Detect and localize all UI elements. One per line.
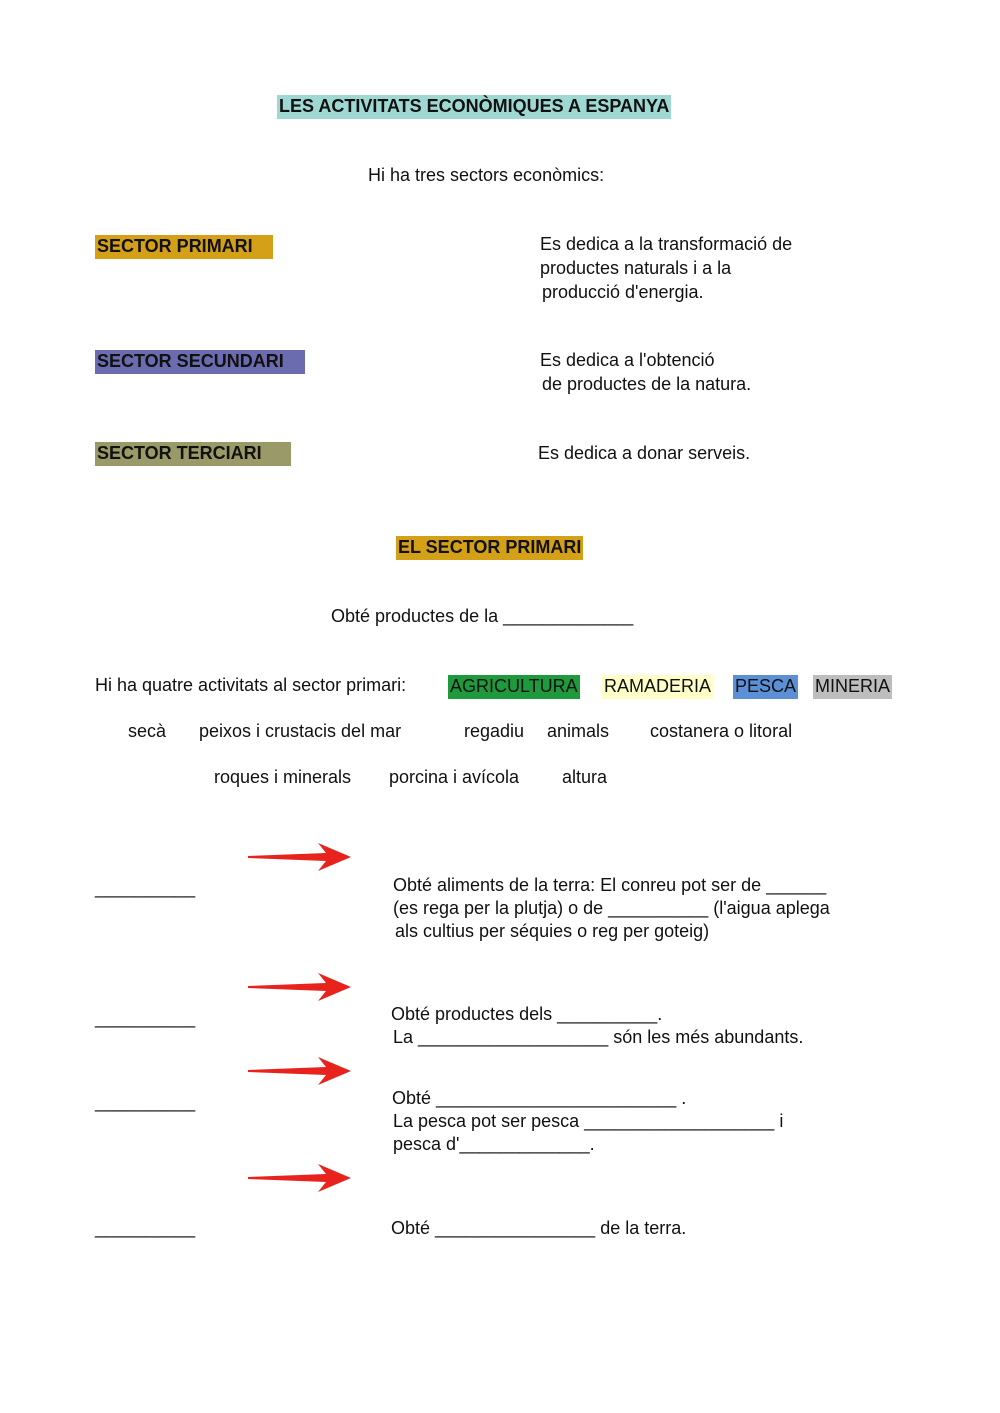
word-bank-item[interactable]: peixos i crustacis del mar [199,721,402,741]
arrow-right-icon [248,843,352,871]
sector-primari-label: SECTOR PRIMARI [95,235,273,259]
word-bank-item[interactable]: roques i minerals [214,767,352,787]
item-2-line-2: La ___________________ són les més abundants. [393,1027,804,1047]
obte-productes-line: Obté productes de la _____________ [331,606,634,626]
item-1-line-1: Obté aliments de la terra: El conreu pot ser de ______ [393,875,827,895]
item-4-line-1: Obté ________________ de la terra. [391,1218,687,1238]
word-bank-item[interactable]: costanera o litoral [650,721,793,741]
activity-pesca: PESCA [733,675,798,699]
activity-agricultura: AGRICULTURA [448,675,580,699]
word-bank-item[interactable]: animals [547,721,610,741]
page-title-text: LES ACTIVITATS ECONÒMIQUES A ESPANYA [279,96,670,116]
sector-terciari-label: SECTOR TERCIARI [95,442,291,466]
section-subtitle: EL SECTOR PRIMARI [396,536,583,560]
sector-secundari-label: SECTOR SECUNDARI [95,350,305,374]
description-2-line-1: Es dedica a l'obtenció [540,350,715,370]
answer-blank-3[interactable]: __________ [95,1092,196,1112]
description-1-line-3: producció d'energia. [542,282,704,302]
word-bank-item[interactable]: secà [128,721,167,741]
arrow-right-icon [248,1164,352,1192]
word-bank-item[interactable]: regadiu [464,721,525,741]
page-title [277,95,671,119]
activity-ramaderia: RAMADERIA [602,675,713,699]
description-1-line-1: Es dedica a la transformació de [540,234,793,254]
description-1-line-2: productes naturals i a la [540,258,732,278]
item-3-line-1: Obté ________________________ . [392,1088,687,1108]
word-bank-item[interactable]: porcina i avícola [389,767,520,787]
arrow-right-icon [248,973,352,1001]
description-2-line-2: de productes de la natura. [542,374,752,394]
description-3-line-1: Es dedica a donar serveis. [538,443,751,463]
item-1-line-2: (es rega per la plutja) o de __________ (l'aigua aplega [393,898,830,918]
activity-mineria: MINERIA [813,675,892,699]
word-bank-item[interactable]: altura [562,767,608,787]
intro-text: Hi ha tres sectors econòmics: [368,165,605,185]
item-2-line-1: Obté productes dels __________. [391,1004,663,1024]
answer-blank-1[interactable]: __________ [95,878,196,898]
arrow-right-icon [248,1057,352,1085]
answer-blank-4[interactable]: __________ [95,1218,196,1238]
item-1-line-3: als cultius per séquies o reg per goteig) [395,921,710,941]
activities-intro: Hi ha quatre activitats al sector primari: [95,675,407,695]
answer-blank-2[interactable]: __________ [95,1008,196,1028]
item-3-line-3: pesca d'_____________. [393,1134,595,1154]
item-3-line-2: La pesca pot ser pesca ___________________ i [393,1111,784,1131]
